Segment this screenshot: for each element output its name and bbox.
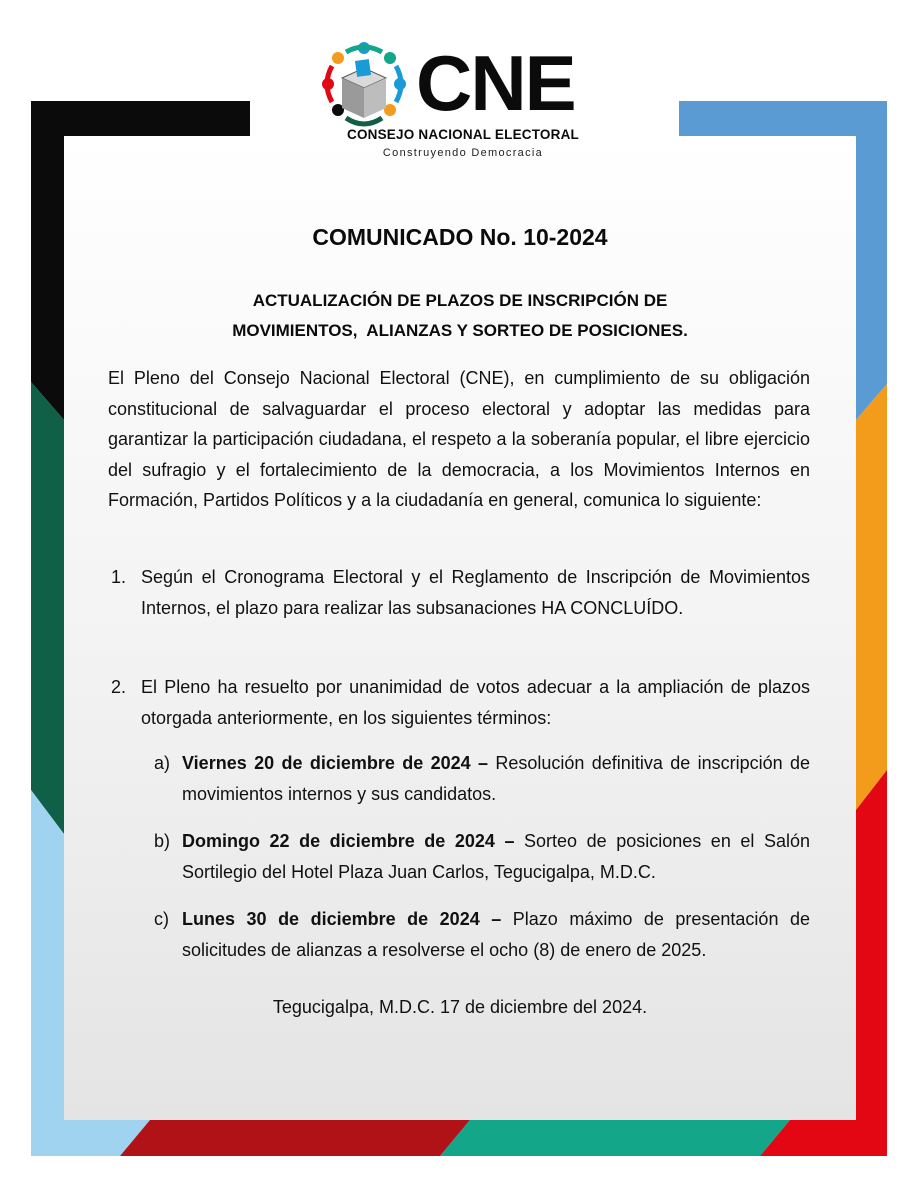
frame-bottom-darkred <box>120 1120 470 1156</box>
document-subtitle <box>120 286 800 346</box>
sub-item-letter: b) <box>154 831 171 851</box>
subtitle-line-2: MOVIMIENTOS, ALIANZAS Y SORTEO DE POSICIONES. <box>232 321 688 340</box>
list-item-text: Según el Cronograma Electoral y el Reglamento de Inscripción de Movimientos Internos, el plazo para realizar las subsanaciones HA CONCLUÍDO. <box>141 567 810 618</box>
sub-item-text: Resolución definitiva de inscripción de movimientos internos y sus candidatos. <box>182 753 810 804</box>
cne-logo <box>316 38 606 168</box>
sub-item-date: Lunes 30 de diciembre de 2024 – <box>182 909 502 929</box>
frame-bottom-teal <box>440 1120 790 1156</box>
ballot-box-icon <box>316 38 412 134</box>
sub-item-content <box>182 904 810 965</box>
closing-place-date: Tegucigalpa, M.D.C. 17 de diciembre del 2024. <box>272 997 648 1017</box>
sub-item-content <box>182 826 810 887</box>
content-panel <box>64 136 856 1120</box>
document-title: COMUNICADO No. 10-2024 <box>312 224 608 250</box>
intro-paragraph: El Pleno del Consejo Nacional Electoral (CNE), en cumplimiento de su obligación constitucional de salvaguardar el proceso electoral y adoptar las medidas para garantizar la participación ciudadana, el respeto a la soberanía popular, el libre ejercicio del sufragio y el fortalecimiento de la democracia, a los Movimientos Internos en Formación, Partidos Políticos y a la ciudadanía en general, comunica lo siguiente: <box>108 368 810 510</box>
sub-item-letter: c) <box>154 909 169 929</box>
sub-item <box>150 826 810 887</box>
list-item-number: 2. <box>111 677 127 697</box>
list-item-text: El Pleno ha resuelto por unanimidad de votos adecuar a la ampliación de plazos otorgada anteriormente, en los siguientes términos: <box>141 677 810 728</box>
logo-organization: CONSEJO NACIONAL ELECTORAL <box>347 127 579 142</box>
sub-item-text: Plazo máximo de presentación de solicitudes de alianzas a resolverse el ocho (8) de enero de 2025. <box>182 909 810 960</box>
list-item <box>108 562 810 623</box>
sub-item-letter: a) <box>154 753 171 773</box>
logo-tagline: Construyendo Democracia <box>382 147 544 159</box>
frame-right-orange <box>856 384 887 810</box>
list-item <box>108 672 810 733</box>
frame-right-red <box>856 770 887 1090</box>
sub-item-date: Domingo 22 de diciembre de 2024 – <box>182 831 515 851</box>
sub-item <box>150 748 810 809</box>
list-item-number: 1. <box>111 567 127 587</box>
sub-item-content <box>182 748 810 809</box>
sub-item-date: Viernes 20 de diciembre de 2024 – <box>182 753 489 773</box>
frame-left-green <box>31 382 64 834</box>
sub-item <box>150 904 810 965</box>
sub-item-text: Sorteo de posiciones en el Salón Sortilegio del Hotel Plaza Juan Carlos, Tegucigalpa, M.D.C. <box>182 831 810 882</box>
logo-acronym: CNE <box>416 39 575 127</box>
subtitle-line-1: ACTUALIZACIÓN DE PLAZOS DE INSCRIPCIÓN DE <box>252 291 668 310</box>
